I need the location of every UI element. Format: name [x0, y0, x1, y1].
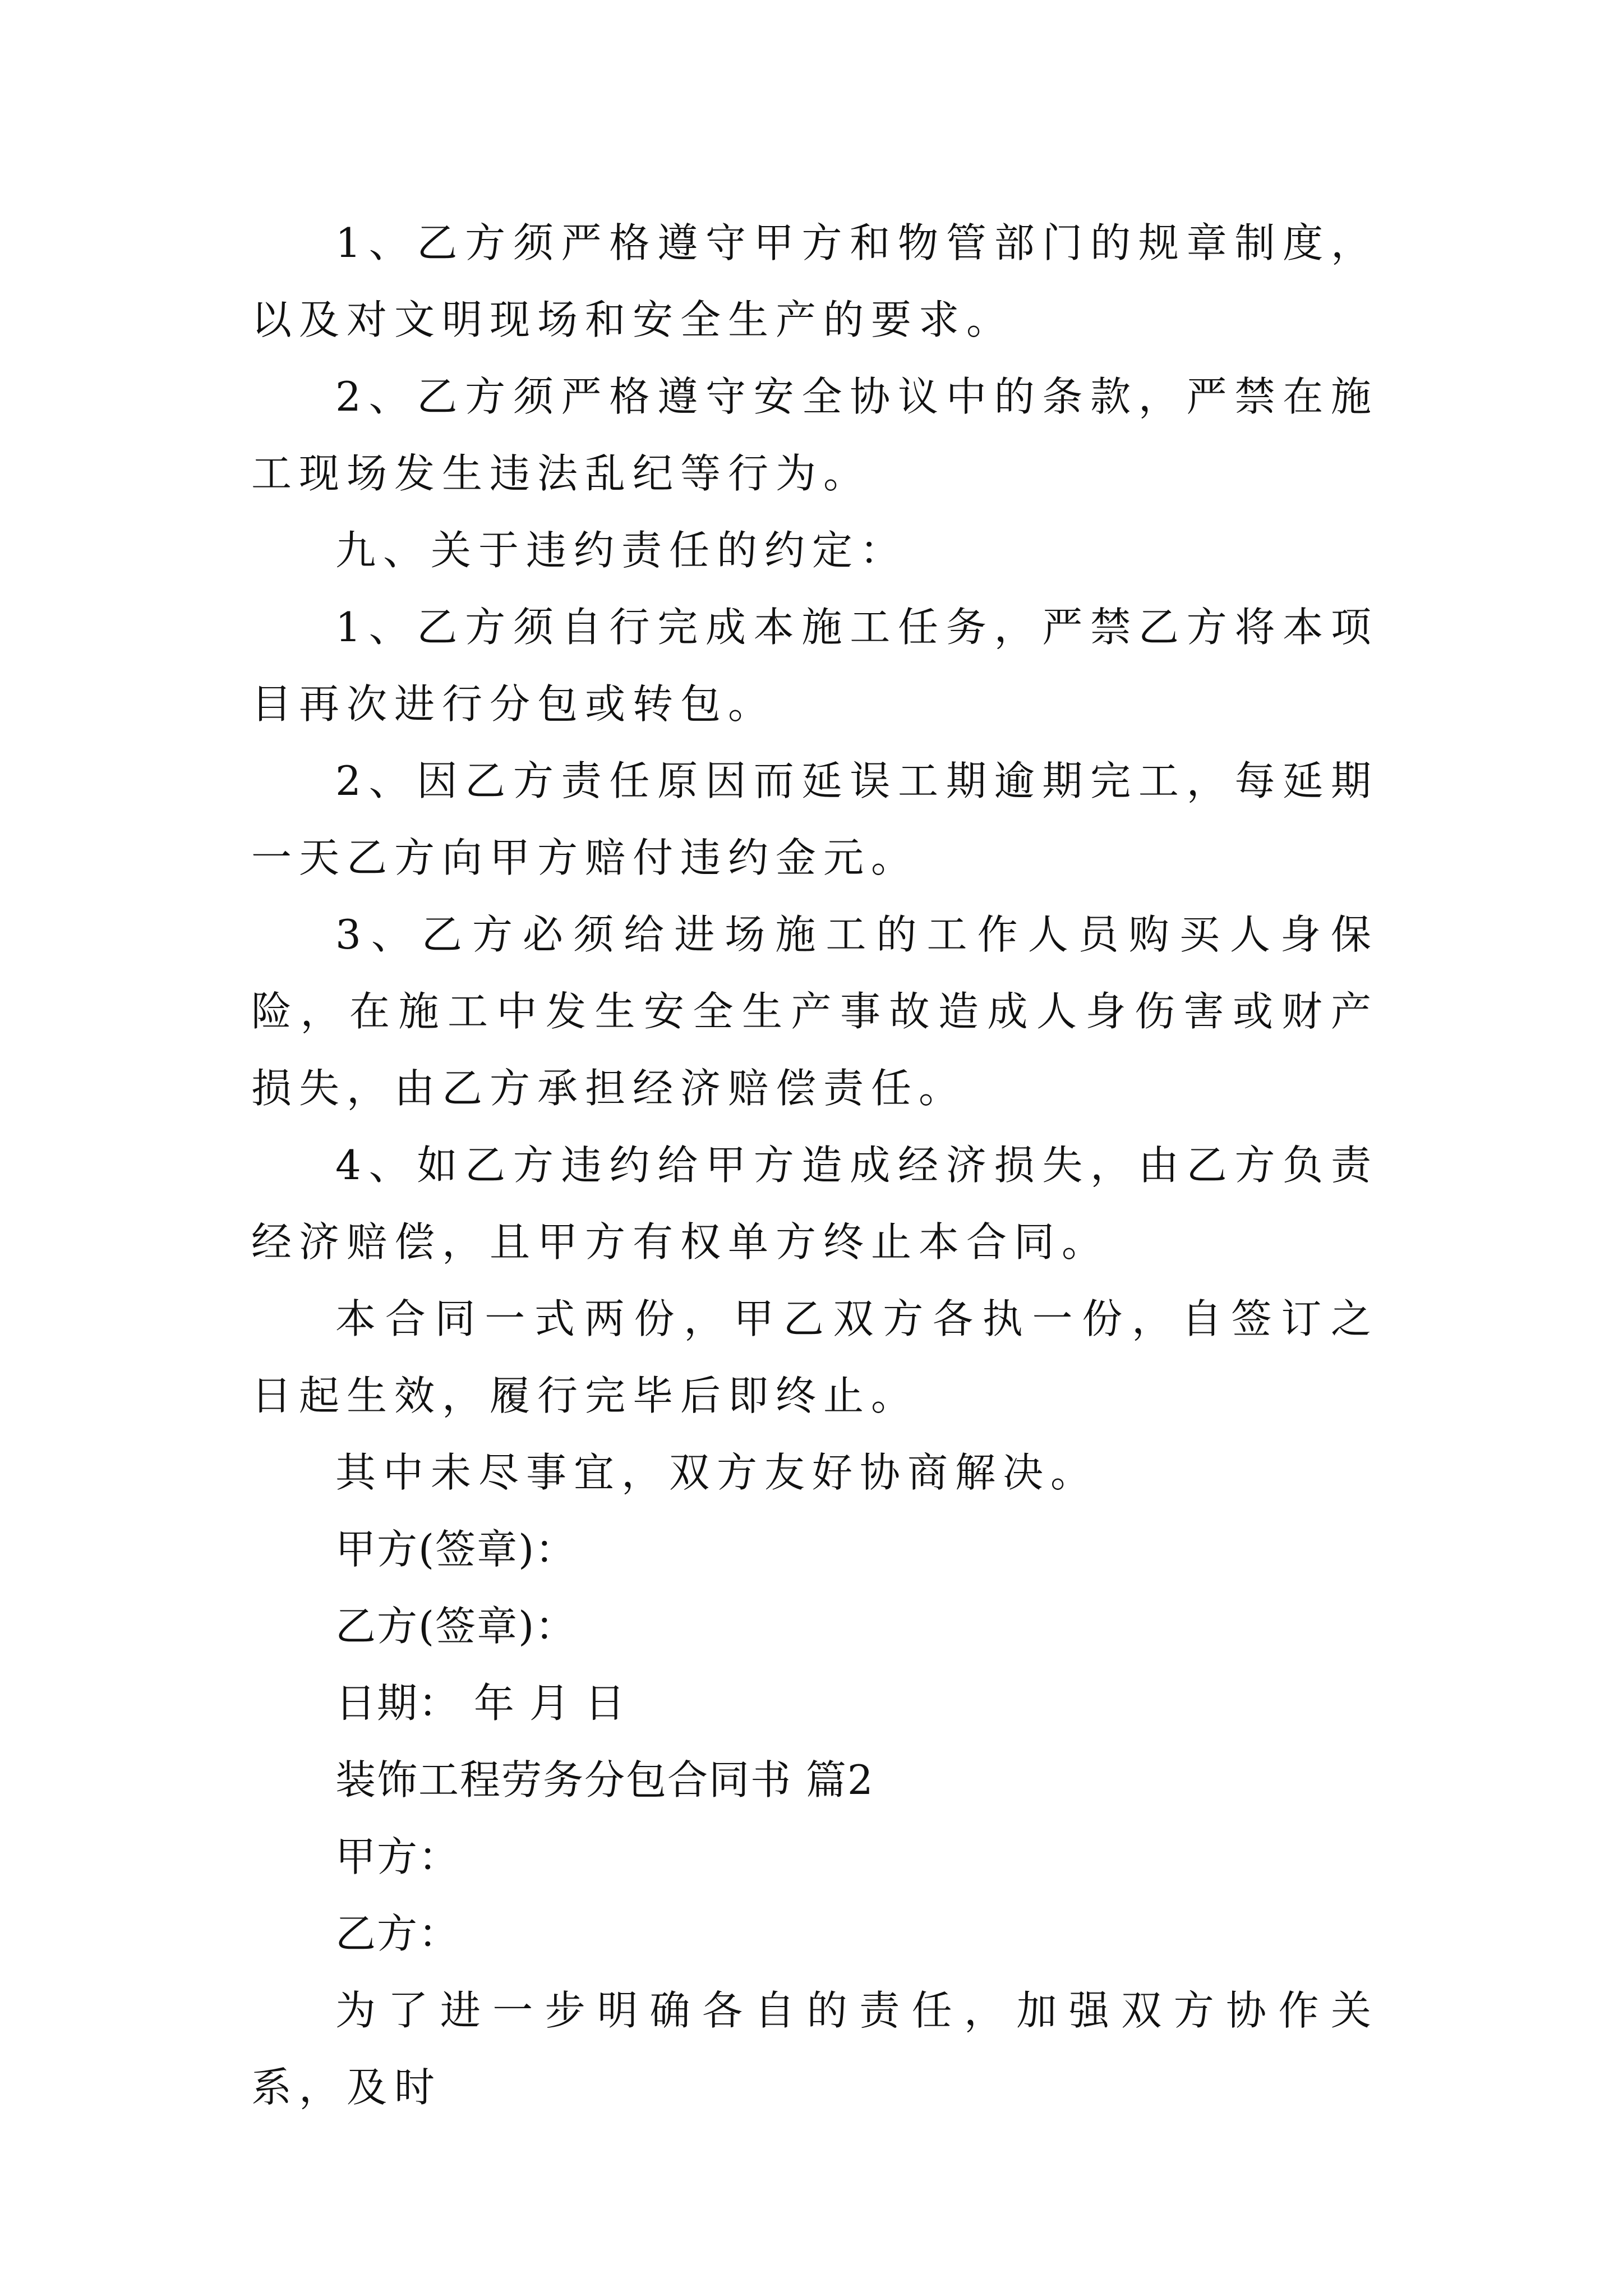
party-a-line: 甲方： — [335, 1833, 460, 1880]
date-line: 日期： 年 月 日 — [335, 1680, 626, 1727]
clause-paragraph: 1、乙方须自行完成本施工任务，严禁乙方将本项目再次进行分包或转包。 — [251, 604, 1378, 728]
document-body — [251, 205, 1378, 2126]
clause-paragraph: 2、乙方须严格遵守安全协议中的条款，严禁在施工现场发生违法乱纪等行为。 — [251, 373, 1378, 497]
intro-paragraph: 为了进一步明确各自的责任，加强双方协作关系，及时 — [251, 1987, 1378, 2111]
clause-paragraph: 其中未尽事宜，双方友好协商解决。 — [335, 1449, 1099, 1496]
party-a-signature-line: 甲方(签章)： — [335, 1526, 577, 1573]
clause-paragraph: 4、如乙方违约给甲方造成经济损失，由乙方负责经济赔偿，且甲方有权单方终止本合同。 — [251, 1142, 1378, 1266]
party-b-line: 乙方： — [335, 1910, 460, 1957]
section-title: 装饰工程劳务分包合同书 篇2 — [335, 1756, 874, 1803]
party-b-signature-line: 乙方(签章)： — [335, 1603, 577, 1650]
clause-paragraph: 2、因乙方责任原因而延误工期逾期完工，每延期一天乙方向甲方赔付违约金元。 — [251, 757, 1378, 881]
clause-paragraph: 3、乙方必须给进场施工的工作人员购买人身保险，在施工中发生安全生产事故造成人身伤害或财产损失，由乙方承担经济赔偿责任。 — [251, 911, 1378, 1112]
section-heading: 九、关于违约责任的约定： — [335, 527, 908, 574]
clause-paragraph: 1、乙方须严格遵守甲方和物管部门的规章制度，以及对文明现场和安全生产的要求。 — [251, 219, 1378, 343]
clause-paragraph: 本合同一式两份，甲乙双方各执一份，自签订之日起生效，履行完毕后即终止。 — [251, 1295, 1378, 1419]
